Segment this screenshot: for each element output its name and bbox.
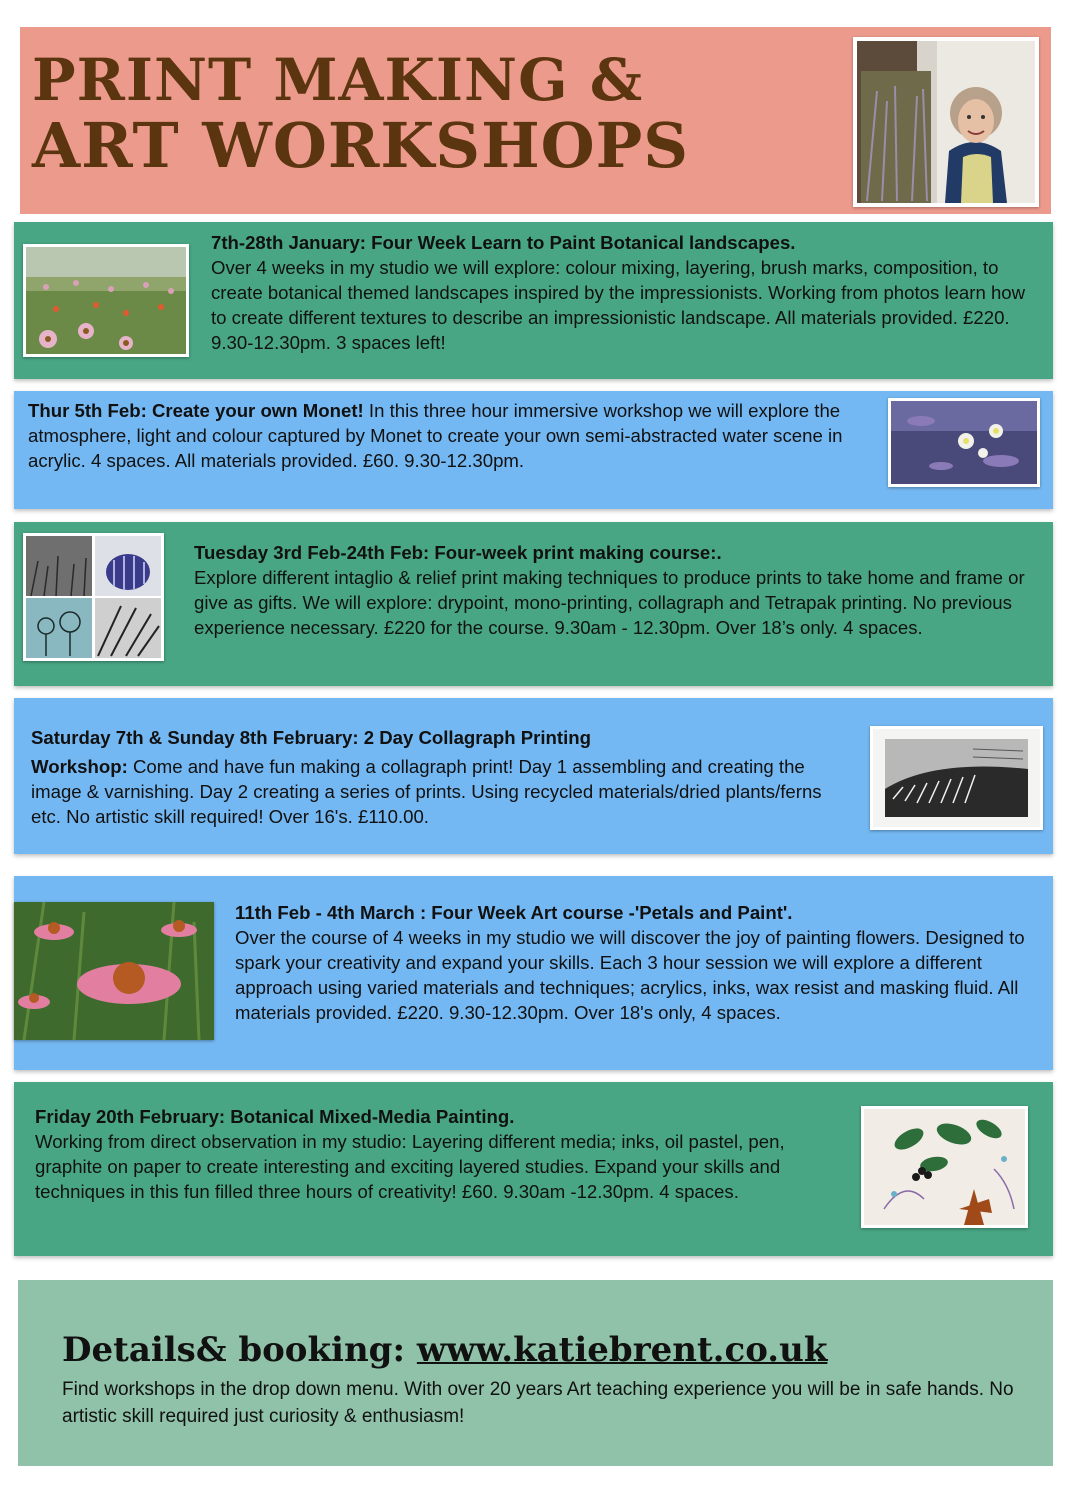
workshop-description: In this three hour immersive workshop we will explore the atmosphere, light and colour captured by Monet to create your own semi-abstracted water scene in acrylic. 4 spaces. All materials provided. £60. 9.30-12.30pm. [28,400,843,471]
page-title [32,46,690,182]
botanical-mixed-media-painting-image [861,1106,1028,1228]
title-line-1: PRINT MAKING & [32,46,644,114]
workshop-description: Explore different intaglio & relief print making techniques to produce prints to take home and frame or give as gifts. We will explore: drypoint, mono-printing, collagraph and Tetrapak printing. No previous experience necessary. £220 for the course. 9.30am - 12.30pm. Over 18’s only. 4 spaces. [194,567,1025,638]
booking-details-footer [18,1280,1053,1466]
website-link[interactable]: www.katiebrent.co.uk [416,1330,828,1370]
artist-portrait-photo [853,37,1039,207]
workshop-title: Friday 20th February: Botanical Mixed-Media Painting. [35,1106,515,1127]
workshop-text [35,1104,825,1204]
workshop-card-petals-and-paint [14,876,1053,1070]
workshop-text [194,540,1044,640]
booking-description: Find workshops in the drop down menu. With over 20 years Art teaching experience you will be in safe hands. No artistic skill required just curiosity & enthusiasm! [62,1379,1014,1427]
print-making-samples-collage-image [23,533,164,661]
workshop-text [28,398,848,473]
workshop-title: Saturday 7th & Sunday 8th February: 2 Day Collagraph Printing [31,727,591,748]
workshop-title-continued: Workshop: [31,756,128,777]
workshop-text [211,230,1041,355]
workshop-description: Working from direct observation in my studio: Layering different media; inks, oil pastel, pen, graphite on paper to create interesting and exciting layered studies. Expand your skills and techniques in this fun filled three hours of creativity! £60. 9.30am -12.30pm. 4 spaces. [35,1131,785,1202]
workshop-card-monet [14,391,1053,509]
workshop-text [235,900,1045,1025]
title-line-2: ART WORKSHOPS [32,109,690,182]
workshop-title: 11th Feb - 4th March : Four Week Art course -'Petals and Paint'. [235,902,793,923]
monet-water-lilies-painting-image [888,398,1040,487]
workshop-card-print-making-course [14,522,1053,686]
workshop-description: Over 4 weeks in my studio we will explore: colour mixing, layering, brush marks, composition, to create botanical themed landscapes inspired by the impressionists. Working from photos learn how to create different textures to describe an impressionistic landscape. All materials provided. £220. 9.30-12.30pm. 3 spaces left! [211,257,1026,353]
workshop-card-collagraph-printing [14,698,1053,854]
collagraph-print-image [870,726,1043,830]
workshop-title: Thur 5th Feb: Create your own Monet! [28,400,364,421]
workshop-description: Over the course of 4 weeks in my studio we will discover the joy of painting flowers. Designed to spark your creativity and expand your skills. Each 3 hour session we will explore a different approach using varied materials and techniques; acrylics, inks, wax resist and masking fluid. All materials provided. £220. 9.30-12.30pm. Over 18's only, 4 spaces. [235,927,1025,1023]
workshop-text [31,725,851,829]
botanical-landscape-painting-image [23,244,189,357]
workshop-title: Tuesday 3rd Feb-24th Feb: Four-week print making course:. [194,542,722,563]
workshop-title: 7th-28th January: Four Week Learn to Paint Botanical landscapes. [211,232,796,253]
workshop-description: Come and have fun making a collagraph print! Day 1 assembling and creating the image & varnishing. Day 2 creating a series of prints. Using recycled materials/dried plants/ferns etc. No artistic skill required! Over 16's. £110.00. [31,756,822,827]
coneflower-painting-image [14,902,214,1040]
booking-heading [62,1330,827,1370]
workshop-card-botanical-mixed-media [14,1082,1053,1256]
header-banner [20,27,1051,214]
booking-label: Details& booking: [62,1330,406,1370]
workshop-card-botanical-landscapes [14,222,1053,379]
